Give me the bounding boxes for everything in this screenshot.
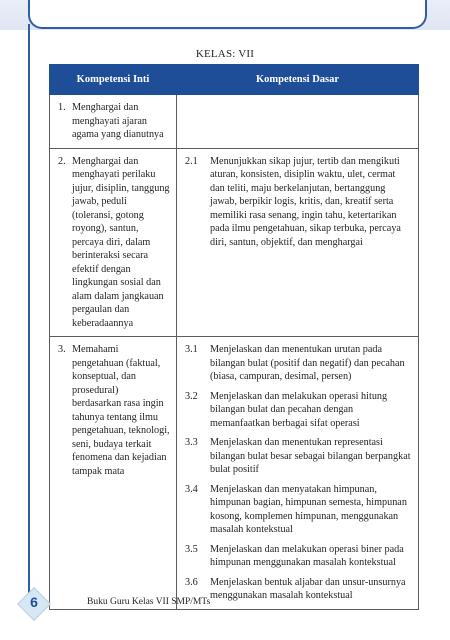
header-kompetensi-inti: Kompetensi Inti — [50, 65, 177, 95]
kd-number: 2.1 — [185, 155, 198, 167]
kd-item — [185, 576, 412, 603]
left-margin-rule — [28, 24, 30, 610]
kd-item — [185, 483, 412, 537]
ki-number: 3. — [58, 344, 66, 355]
book-title: Buku Guru Kelas VII SMP/MTs — [87, 597, 211, 607]
table-row — [50, 95, 419, 149]
kd-text: Menjelaskan dan melakukan operasi biner pada himpunan menggunakan masalah kontekstual — [210, 543, 404, 568]
page-number: 6 — [30, 594, 38, 610]
table-row — [50, 148, 419, 337]
ki-cell — [50, 337, 177, 610]
kd-cell — [177, 148, 419, 337]
kd-text: Menjelaskan dan melakukan operasi hitung bilangan bulat dan pecahan dengan memanfaatkan berbagai sifat operasi — [210, 390, 388, 429]
kd-text: Menjelaskan dan menentukan representasi bilangan bulat besar sebagai bilangan berpangkat bulat positif — [210, 437, 411, 475]
ki-text: Memahami pengetahuan (faktual, konseptual, dan prosedural) berdasarkan rasa ingin tahunya tentang ilmu pengetahuan, teknologi, seni, budaya terkait fenomena dan kejadian tampak mata — [72, 344, 170, 477]
ki-number: 2. — [58, 155, 66, 167]
kd-item — [185, 155, 412, 250]
kd-number: 3.4 — [185, 483, 198, 495]
kd-item — [185, 390, 412, 431]
table-header-row — [50, 65, 419, 95]
table-row — [50, 337, 419, 610]
kd-item — [185, 343, 412, 384]
kd-text: Menjelaskan bentuk aljabar dan unsur-unsurnya menggunakan masalah kontekstual — [210, 576, 406, 601]
ki-cell — [50, 148, 177, 337]
ki-text: Menghargai dan menghayati perilaku jujur, disiplin, tanggung jawab, peduli (toleransi, gotong royong), santun, percaya diri, dalam berinteraksi secara efektif dengan lingkungan sosial dan alam dalam jangkauan pergaulan dan keberadaannya — [72, 155, 170, 329]
top-frame-decoration — [28, 0, 427, 29]
kd-text: Menjelaskan dan menentukan urutan pada bilangan bulat (positif dan negatif) dan pecahan (biasa, campuran, desimal, persen) — [210, 344, 405, 382]
kd-number: 3.1 — [185, 344, 198, 355]
kd-number: 3.5 — [185, 543, 198, 555]
kd-cell — [177, 95, 419, 149]
ki-text: Menghargai dan menghayati ajaran agama yang dianutnya — [72, 102, 164, 140]
kd-number: 3.3 — [185, 437, 198, 448]
kd-cell — [177, 337, 419, 610]
kd-text: Menjelaskan dan menyatakan himpunan, himpunan bagian, himpunan semesta, himpunan kosong, komplemen himpunan, menggunakan masalah kontekstual — [210, 483, 407, 535]
header-kompetensi-dasar: Kompetensi Dasar — [177, 65, 419, 95]
kd-item — [185, 436, 412, 477]
ki-cell — [50, 95, 177, 149]
kd-item — [185, 543, 412, 570]
class-label: KELAS: VII — [195, 48, 255, 60]
kd-number: 3.6 — [185, 576, 198, 588]
ki-number: 1. — [58, 102, 66, 113]
kd-number: 3.2 — [185, 390, 198, 402]
competency-table — [49, 64, 419, 610]
kd-text: Menunjukkan sikap jujur, tertib dan mengikuti aturan, konsisten, disiplin waktu, ulet, cermat dan teliti, maju berkelanjutan, bertanggung jawab, berpikir logis, kritis, dan, kreatif serta memiliki rasa senang, ingin tahu, ketertarikan pada ilmu pengetahuan, sikap terbuka, percaya diri, santun, objektif, dan menghargai — [210, 155, 401, 248]
